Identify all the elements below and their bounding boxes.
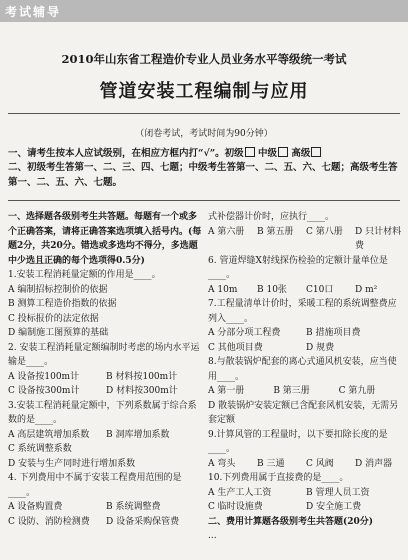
option-text: D 消声器 bbox=[355, 458, 393, 469]
exam-note: （闭卷考试，考试时间为90分钟） bbox=[135, 129, 273, 139]
question-line: 7.工程量清单计价时，采暖工程的系统调整费应列入____。 bbox=[208, 299, 397, 324]
option-row bbox=[208, 384, 404, 399]
option-row bbox=[208, 283, 404, 298]
question-line: 2. 安装工程消耗量定额编制时考虑的场内水平运输是____。 bbox=[8, 342, 200, 367]
option-text: D 安全施工费 bbox=[306, 502, 362, 512]
question-line: 8.与散装锅炉配套的离心式通风机安装，应当使用____。 bbox=[208, 357, 397, 382]
checkbox-junior[interactable] bbox=[245, 147, 255, 157]
option-text: A 设备按100m计 bbox=[8, 371, 80, 382]
option-text: B 措施项目费 bbox=[306, 328, 361, 338]
question-line: 式补偿器计价时，应执行____。 bbox=[208, 212, 335, 222]
option-row bbox=[208, 457, 404, 472]
question-line: 一、选择题各级别考生共答题。每题有一个或多个正确答案，请将正确答案选项填入括号内。(每题2分，共20分。错选或多选均不得分，多选题中少选且正确的每个选项得0.5分) bbox=[8, 212, 202, 266]
question-line: B 测算工程造价指数的依据 bbox=[8, 299, 117, 309]
question-line: D 安装与生产同时进行增加系数 bbox=[8, 458, 136, 469]
option-row bbox=[208, 500, 404, 515]
option-text: D m² bbox=[355, 284, 378, 295]
option-text: A 第六册 bbox=[208, 226, 245, 237]
option-text: A 第一册 bbox=[208, 386, 245, 396]
question-line: C 投标报价的法定依据 bbox=[8, 313, 99, 324]
body-divider bbox=[8, 200, 400, 201]
question-line: C 系统调整系数 bbox=[8, 444, 72, 454]
option-text: C 设防、消防检测费 bbox=[8, 516, 90, 527]
option-row bbox=[8, 515, 204, 530]
option-row bbox=[8, 384, 204, 399]
option-text: A 设备购置费 bbox=[8, 502, 63, 512]
option-text: A 高层建筑增加系数 bbox=[8, 429, 90, 440]
option-text: A 分部分项工程费 bbox=[208, 328, 281, 338]
question-line: ... bbox=[208, 531, 217, 541]
right-question-column bbox=[208, 210, 404, 544]
option-text: C 风阀 bbox=[306, 458, 334, 469]
option-text: B 第三册 bbox=[273, 386, 310, 396]
option-text: A 生产工人工资 bbox=[208, 487, 272, 498]
left-question-column bbox=[8, 210, 204, 529]
option-row bbox=[208, 225, 404, 254]
question-line: 4. 下列费用中不属于安装工程费用范围的是____。 bbox=[8, 473, 182, 498]
option-text: D 规费 bbox=[306, 342, 335, 353]
checkbox-senior[interactable] bbox=[311, 147, 321, 157]
option-row bbox=[208, 486, 404, 501]
checkbox-intermediate[interactable] bbox=[278, 147, 288, 157]
option-text: B 材料按100m计 bbox=[106, 371, 178, 382]
option-text: D 材料按300m计 bbox=[106, 386, 178, 396]
option-text: B 第五册 bbox=[257, 226, 294, 237]
option-text: C 临时设施费 bbox=[208, 502, 263, 512]
question-line: 二、费用计算题各级别考生共答题(20分) bbox=[208, 516, 374, 527]
option-text: B 三通 bbox=[257, 458, 285, 469]
question-line: D 散装锅炉安装定额已含配套风机安装，无需另套定额 bbox=[208, 400, 399, 425]
exam-title: 2010年山东省工程造价专业人员业务水平等级统一考试 bbox=[61, 52, 347, 66]
option-text: C 第八册 bbox=[306, 226, 343, 237]
instruction-sections: 二、初级考生答第一、二、三、四、七题；中级考生答第一、二、五、六、七题；高级考生答第一、二、五、六、七题。 bbox=[8, 162, 398, 188]
option-text: C 其他项目费 bbox=[208, 342, 263, 353]
title-divider bbox=[8, 113, 400, 114]
option-text: B 洞库增加系数 bbox=[106, 429, 170, 440]
option-row bbox=[208, 326, 404, 341]
option-row bbox=[8, 428, 204, 443]
question-line: 1.安装工程消耗量定额的作用是____。 bbox=[8, 270, 161, 280]
option-text: C 设备按300m计 bbox=[8, 386, 80, 396]
option-text: D 设备采购保管费 bbox=[106, 516, 180, 527]
option-text: B 10张 bbox=[257, 284, 287, 295]
option-text: A 弯头 bbox=[208, 458, 236, 469]
option-text: B 系统调整费 bbox=[106, 502, 161, 512]
question-line: 3.安装工程消耗量定额中，下列系数属于综合系数的是____。 bbox=[8, 400, 197, 425]
option-text: D 只计材料费 bbox=[355, 226, 402, 251]
option-text: A 10m bbox=[208, 284, 238, 295]
question-line: 10.下列费用属于直接费的是____。 bbox=[208, 473, 349, 483]
option-text: C10口 bbox=[306, 284, 334, 295]
section-header-band bbox=[0, 0, 408, 22]
option-text: C 第九册 bbox=[338, 386, 376, 396]
question-line: D 编制施工图预算的基础 bbox=[8, 328, 109, 338]
subject-title: 管道安装工程编制与应用 bbox=[99, 81, 309, 102]
question-line: 9.计算风管的工程量时，以下要扣除长度的是____。 bbox=[208, 429, 388, 454]
option-row bbox=[208, 341, 404, 356]
question-line: 6. 管道焊缝X射线探伤检验的定额计量单位是____。 bbox=[208, 255, 388, 280]
section-tag: 考试辅导 bbox=[5, 5, 62, 19]
option-text: B 管理人员工资 bbox=[306, 487, 370, 498]
question-line: A 编制招标控制价的依据 bbox=[8, 284, 108, 295]
instruction-level: 一、请考生按本人应试级别，在相应方框内打“√”。初级 中级 高级 bbox=[8, 146, 400, 161]
option-row bbox=[8, 370, 204, 385]
option-row bbox=[8, 500, 204, 515]
